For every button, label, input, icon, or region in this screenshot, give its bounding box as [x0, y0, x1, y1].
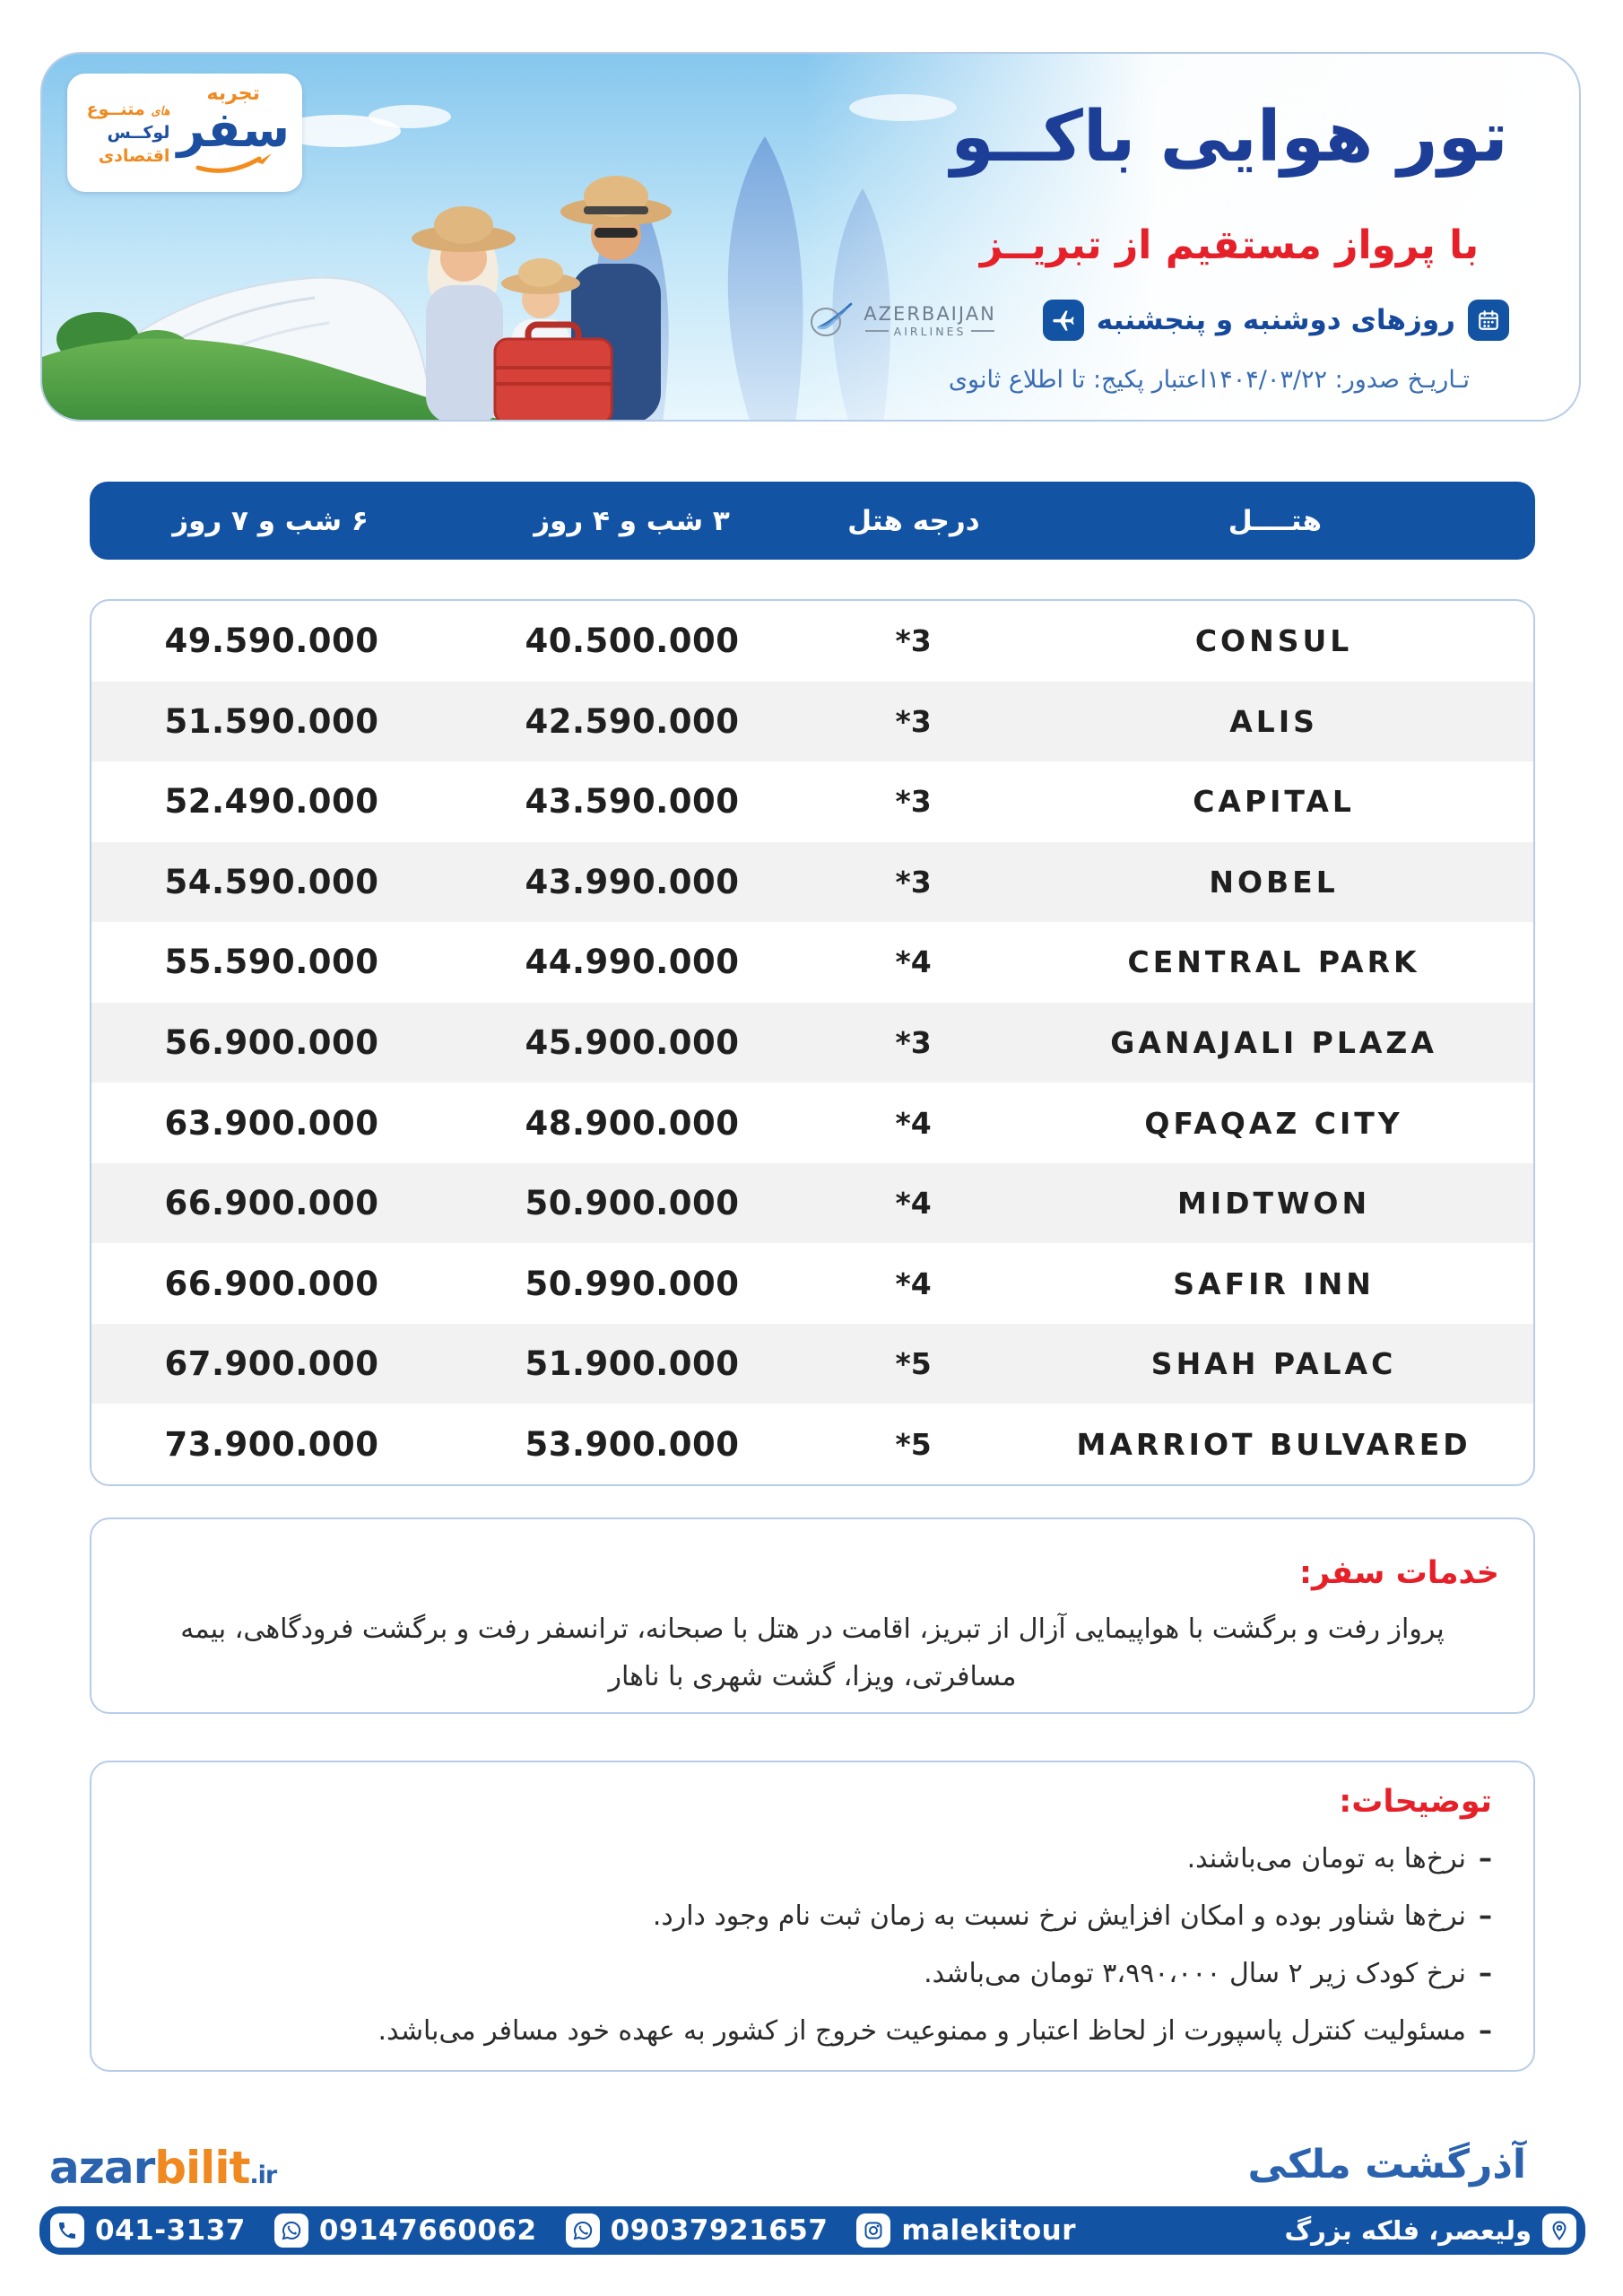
- hotel-name: CAPITAL: [1193, 784, 1355, 820]
- whatsapp-number-1: 09147660062: [318, 2214, 537, 2247]
- table-header: [90, 482, 1535, 560]
- hotel-name: NOBEL: [1209, 864, 1339, 900]
- hotel-grade: 5*: [895, 1426, 932, 1462]
- hotel-name: MARRIOT BULVARED: [1076, 1426, 1471, 1462]
- calendar-icon: [1468, 300, 1509, 341]
- travel-experience-logo: [67, 74, 302, 192]
- flight-days-row: [808, 300, 1509, 341]
- hotel-name: ALIS: [1229, 703, 1318, 739]
- price-6n7d: 63.900.000: [164, 1103, 379, 1143]
- price-6n7d: 52.490.000: [164, 782, 379, 822]
- whatsapp-contact-2[interactable]: [566, 2213, 829, 2248]
- price-3n4d: 50.990.000: [525, 1264, 740, 1303]
- note-item: –مسئولیت کنترل پاسپورت از لحاظ اعتبار و ممنوعیت خروج از کشور به عهده خود مسافر می‌باشد.: [378, 2015, 1492, 2047]
- address-item: [1284, 2213, 1576, 2248]
- contact-group: [50, 2213, 1076, 2248]
- airline-name: AZERBAIJAN: [864, 302, 996, 325]
- airline-sub: AIRLINES: [865, 325, 995, 338]
- whatsapp-contact-1[interactable]: [274, 2213, 537, 2248]
- col-3n4d: ۳ شب و ۴ روز: [534, 504, 730, 537]
- whatsapp-icon: [274, 2213, 308, 2248]
- phone-number: 041-3137: [95, 2214, 246, 2247]
- note-item: –نرخ کودک زیر ۲ سال ۳،۹۹۰،۰۰۰ تومان می‌باشد.: [924, 1958, 1492, 1989]
- price-6n7d: 51.590.000: [164, 701, 379, 741]
- price-3n4d: 53.900.000: [525, 1424, 740, 1464]
- hotel-grade: 5*: [895, 1346, 932, 1382]
- services-card: [90, 1518, 1535, 1714]
- hotel-grade: 3*: [895, 864, 932, 900]
- page-subtitle: با پرواز مستقیم از تبریــز: [979, 222, 1480, 268]
- note-item: –نرخ‌ها شناور بوده و امکان افزایش نرخ نسبت به زمان ثبت نام وجود دارد.: [652, 1900, 1492, 1932]
- hotel-grade: 3*: [895, 784, 932, 820]
- logo-main-words: [177, 83, 290, 183]
- table-row: [91, 1163, 1533, 1244]
- address-text: ولیعصر، فلکه بزرگ: [1284, 2215, 1532, 2246]
- hotel-grade: 3*: [895, 703, 932, 739]
- instagram-contact[interactable]: [856, 2213, 1076, 2248]
- logo-tagline: [80, 83, 169, 183]
- note-item: –نرخ‌ها به تومان می‌باشند.: [1186, 1843, 1492, 1874]
- hotel-name: SHAH PALAC: [1150, 1346, 1397, 1382]
- table-row: [91, 682, 1533, 762]
- price-table: [90, 599, 1535, 1486]
- whatsapp-number-2: 09037921657: [610, 2214, 829, 2247]
- red-suitcase: [495, 325, 612, 422]
- price-6n7d: 49.590.000: [164, 622, 379, 661]
- hotel-name: SAFIR INN: [1173, 1265, 1375, 1301]
- hotel-name: GANAJALI PLAZA: [1110, 1024, 1437, 1060]
- instagram-handle: malekitour: [901, 2214, 1077, 2247]
- price-3n4d: 51.900.000: [525, 1344, 740, 1384]
- logo-word-hay: های: [151, 105, 170, 118]
- phone-icon: [50, 2213, 84, 2248]
- logo-tag-2: لوکــس: [107, 123, 170, 143]
- price-6n7d: 67.900.000: [164, 1344, 379, 1384]
- price-3n4d: 48.900.000: [525, 1103, 740, 1143]
- services-body: پرواز رفت و برگشت با هواپیمایی آزال از تبریز، اقامت در هتل با صبحانه، ترانسفر رفت و برگشت فرودگاهی، بیمه مسافرتی، ویزا، گشت شهری با ناهار: [180, 1613, 1445, 1692]
- hotel-name: QFAQAZ CITY: [1144, 1105, 1403, 1141]
- plane-icon: [1043, 300, 1084, 341]
- whatsapp-icon: [566, 2213, 600, 2248]
- col-grade: درجه هتل: [847, 504, 980, 537]
- hotel-name: CENTRAL PARK: [1127, 944, 1420, 980]
- table-row: [91, 842, 1533, 923]
- col-hotel: هتــــل: [1228, 504, 1322, 537]
- agency-name-logo: آذرگشت ملکی: [1247, 2142, 1526, 2187]
- airline-wordmark: [864, 303, 995, 338]
- price-6n7d: 73.900.000: [164, 1424, 379, 1464]
- hotel-grade: 4*: [895, 1105, 932, 1141]
- notes-title: توضیحات:: [1339, 1784, 1492, 1820]
- price-3n4d: 40.500.000: [525, 622, 740, 661]
- price-3n4d: 44.990.000: [525, 943, 740, 982]
- notes-list: [133, 1843, 1492, 2047]
- logo-tag-1: متنــوع: [86, 100, 145, 119]
- plane-swoosh-icon: [195, 150, 272, 173]
- price-6n7d: 56.900.000: [164, 1022, 379, 1062]
- airline-wing-icon: [808, 300, 856, 340]
- table-row: [91, 1003, 1533, 1083]
- azarbilit-logo[interactable]: azarbilit.ir: [49, 2142, 277, 2194]
- header-banner: [40, 52, 1581, 422]
- issue-date: تـاریـخ صدور: ۱۴۰۴/۰۳/۲۲: [1206, 366, 1470, 394]
- hotel-grade: 3*: [895, 623, 932, 659]
- price-3n4d: 42.590.000: [525, 701, 740, 741]
- hotel-grade: 4*: [895, 1186, 932, 1222]
- table-row: [91, 1083, 1533, 1163]
- hotel-grade: 4*: [895, 1265, 932, 1301]
- table-row: [91, 1243, 1533, 1324]
- flight-days-label: روزهای دوشنبه و پنجشنبه: [1096, 304, 1455, 336]
- table-row: [91, 761, 1533, 842]
- location-pin-icon: [1542, 2213, 1576, 2248]
- notes-card: [90, 1761, 1535, 2072]
- price-6n7d: 66.900.000: [164, 1264, 379, 1303]
- issue-validity-row: [948, 366, 1470, 394]
- services-title: خدمات سفر:: [1299, 1555, 1499, 1591]
- phone-contact[interactable]: [50, 2213, 246, 2248]
- hotel-name: CONSUL: [1194, 623, 1353, 659]
- price-3n4d: 43.590.000: [525, 782, 740, 822]
- package-validity: اعتبار پکیج: تا اطلاع ثانوی: [948, 366, 1207, 394]
- page-title: تور هوایی باکــو: [950, 97, 1508, 178]
- price-6n7d: 66.900.000: [164, 1184, 379, 1223]
- hotel-name: MIDTWON: [1177, 1186, 1371, 1222]
- azerbaijan-airlines-logo: [808, 300, 995, 340]
- table-row: [91, 601, 1533, 682]
- price-6n7d: 54.590.000: [164, 862, 379, 901]
- logo-tag-3: اقتصادی: [98, 146, 170, 166]
- price-6n7d: 55.590.000: [164, 943, 379, 982]
- table-row: [91, 1324, 1533, 1405]
- instagram-icon: [856, 2213, 890, 2248]
- price-3n4d: 45.900.000: [525, 1022, 740, 1062]
- contact-bar: [39, 2206, 1585, 2255]
- price-3n4d: 50.900.000: [525, 1184, 740, 1223]
- col-6n7d: ۶ شب و ۷ روز: [172, 504, 369, 537]
- logo-word-main: سفر: [177, 101, 290, 158]
- table-row: [91, 922, 1533, 1003]
- hotel-grade: 3*: [895, 1024, 932, 1060]
- logo-word-top: تجربه: [206, 83, 260, 105]
- table-row: [91, 1404, 1533, 1484]
- hotel-grade: 4*: [895, 944, 932, 980]
- price-3n4d: 43.990.000: [525, 862, 740, 901]
